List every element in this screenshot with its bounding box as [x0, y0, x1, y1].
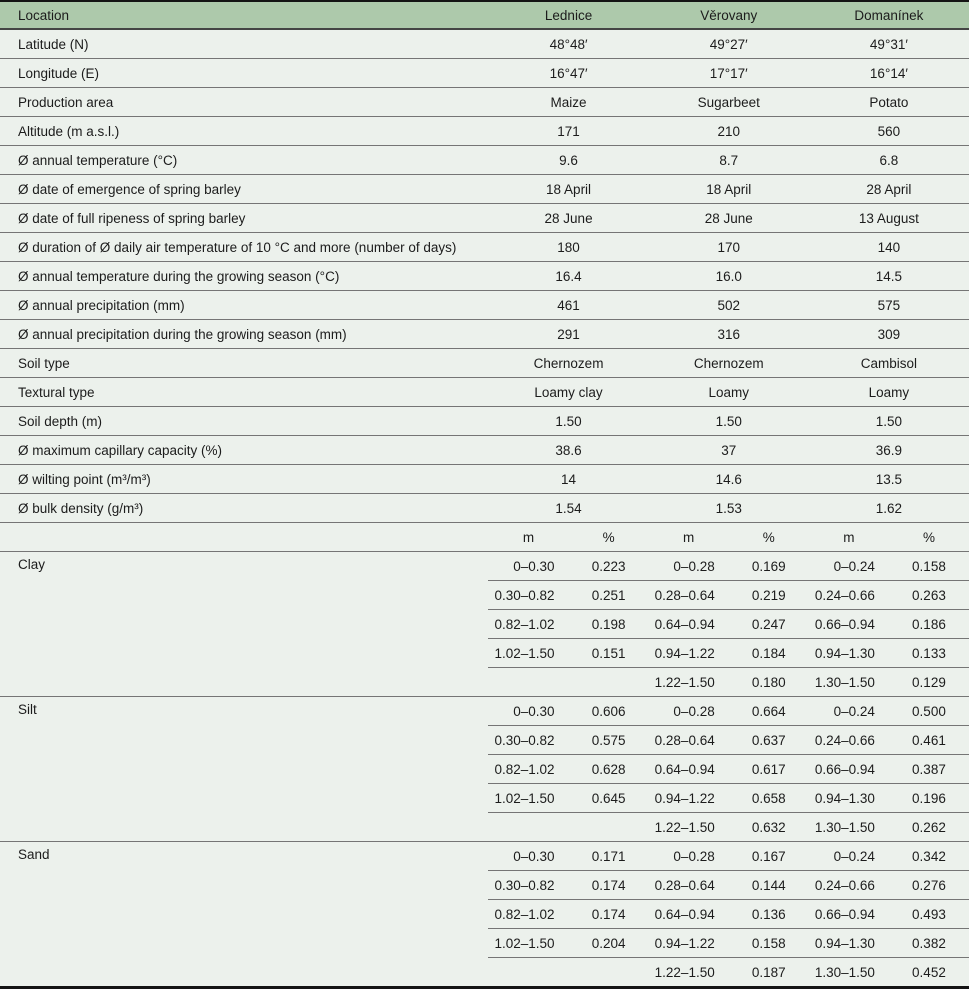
fraction-cell: 0.186	[889, 610, 969, 639]
value-cell: Sugarbeet	[649, 88, 809, 117]
fraction-cell: 0.493	[889, 900, 969, 929]
value-cell: 1.62	[809, 494, 969, 523]
value-cell: Loamy	[809, 378, 969, 407]
table-row	[0, 407, 969, 436]
depth-cell: 0.24–0.66	[809, 726, 889, 755]
value-cell: 170	[649, 233, 809, 262]
depth-cell: 0.30–0.82	[488, 581, 568, 610]
value-cell: 1.54	[488, 494, 648, 523]
value-cell: 1.50	[649, 407, 809, 436]
row-label: Soil depth (m)	[0, 407, 488, 436]
value-cell: 8.7	[649, 146, 809, 175]
depth-cell: 0.64–0.94	[649, 755, 729, 784]
fraction-cell: 0.382	[889, 929, 969, 958]
depth-cell: 0.28–0.64	[649, 871, 729, 900]
value-cell: 16.0	[649, 262, 809, 291]
value-cell: 28 April	[809, 175, 969, 204]
value-cell: 316	[649, 320, 809, 349]
fraction-cell: 0.180	[729, 668, 809, 697]
value-cell: Cambisol	[809, 349, 969, 378]
fraction-cell: 0.129	[889, 668, 969, 697]
table-row	[0, 233, 969, 262]
fraction-cell: 0.136	[729, 900, 809, 929]
depth-cell: 1.30–1.50	[809, 813, 889, 842]
table-row	[0, 349, 969, 378]
depth-cell	[488, 668, 568, 697]
value-cell: 560	[809, 117, 969, 146]
value-cell: 180	[488, 233, 648, 262]
depth-cell: 0–0.28	[649, 842, 729, 871]
fraction-cell: 0.606	[569, 697, 649, 726]
value-cell: 16°14′	[809, 59, 969, 88]
fraction-cell: 0.198	[569, 610, 649, 639]
unit-header: %	[569, 523, 649, 552]
table-row	[0, 494, 969, 523]
fraction-cell: 0.262	[889, 813, 969, 842]
value-cell: 461	[488, 291, 648, 320]
fraction-cell: 0.387	[889, 755, 969, 784]
table-row	[0, 697, 969, 726]
value-cell: 37	[649, 436, 809, 465]
column-header-location: Location	[0, 1, 488, 29]
value-cell: 9.6	[488, 146, 648, 175]
value-cell: 210	[649, 117, 809, 146]
table-row	[0, 436, 969, 465]
column-header-lednice: Lednice	[488, 1, 648, 29]
depth-cell: 0.94–1.30	[809, 784, 889, 813]
row-label: Ø annual temperature (°C)	[0, 146, 488, 175]
fraction-cell: 0.658	[729, 784, 809, 813]
column-header-domaninek: Domanínek	[809, 1, 969, 29]
depth-cell: 0.94–1.22	[649, 639, 729, 668]
fraction-cell: 0.247	[729, 610, 809, 639]
fraction-cell: 0.637	[729, 726, 809, 755]
depth-cell: 0–0.24	[809, 842, 889, 871]
fraction-cell: 0.628	[569, 755, 649, 784]
depth-cell: 0.24–0.66	[809, 871, 889, 900]
value-cell: 16°47′	[488, 59, 648, 88]
value-cell: 36.9	[809, 436, 969, 465]
depth-cell: 0–0.28	[649, 697, 729, 726]
row-label: Ø date of emergence of spring barley	[0, 175, 488, 204]
depth-cell: 0.82–1.02	[488, 755, 568, 784]
unit-subheader-row	[0, 523, 969, 552]
depth-cell: 1.02–1.50	[488, 784, 568, 813]
depth-cell	[488, 958, 568, 988]
row-label: Longitude (E)	[0, 59, 488, 88]
value-cell: 18 April	[488, 175, 648, 204]
table-row	[0, 842, 969, 871]
value-cell: 14.5	[809, 262, 969, 291]
fraction-cell: 0.174	[569, 871, 649, 900]
value-cell: Potato	[809, 88, 969, 117]
table-row	[0, 204, 969, 233]
value-cell: 502	[649, 291, 809, 320]
depth-cell: 0.64–0.94	[649, 900, 729, 929]
table-body	[0, 29, 969, 988]
table-row	[0, 29, 969, 59]
section-label: Silt	[0, 697, 488, 842]
value-cell: Chernozem	[649, 349, 809, 378]
fraction-cell: 0.461	[889, 726, 969, 755]
fraction-cell: 0.342	[889, 842, 969, 871]
value-cell: Maize	[488, 88, 648, 117]
row-label: Production area	[0, 88, 488, 117]
fraction-cell: 0.169	[729, 552, 809, 581]
value-cell: 6.8	[809, 146, 969, 175]
value-cell: 13.5	[809, 465, 969, 494]
fraction-cell: 0.617	[729, 755, 809, 784]
unit-header: %	[729, 523, 809, 552]
depth-cell: 0–0.28	[649, 552, 729, 581]
table-header-row	[0, 1, 969, 29]
value-cell: 49°31′	[809, 29, 969, 59]
depth-cell: 0–0.30	[488, 842, 568, 871]
value-cell: 1.50	[809, 407, 969, 436]
depth-cell	[488, 813, 568, 842]
row-label: Ø bulk density (g/m³)	[0, 494, 488, 523]
value-cell: 575	[809, 291, 969, 320]
unit-header: m	[809, 523, 889, 552]
value-cell: 14.6	[649, 465, 809, 494]
value-cell: 28 June	[488, 204, 648, 233]
depth-cell: 1.22–1.50	[649, 668, 729, 697]
row-label: Ø wilting point (m³/m³)	[0, 465, 488, 494]
fraction-cell: 0.158	[729, 929, 809, 958]
fraction-cell: 0.263	[889, 581, 969, 610]
fraction-cell	[569, 813, 649, 842]
unit-header: m	[488, 523, 568, 552]
unit-header: %	[889, 523, 969, 552]
fraction-cell	[569, 958, 649, 988]
depth-cell: 0–0.30	[488, 697, 568, 726]
depth-cell: 0.94–1.30	[809, 639, 889, 668]
row-label: Ø maximum capillary capacity (%)	[0, 436, 488, 465]
row-label: Ø annual temperature during the growing season (°C)	[0, 262, 488, 291]
fraction-cell: 0.171	[569, 842, 649, 871]
depth-cell: 1.30–1.50	[809, 958, 889, 988]
depth-cell: 1.22–1.50	[649, 958, 729, 988]
value-cell: Chernozem	[488, 349, 648, 378]
value-cell: 14	[488, 465, 648, 494]
value-cell: 140	[809, 233, 969, 262]
empty-cell	[0, 523, 488, 552]
table-row	[0, 552, 969, 581]
fraction-cell: 0.144	[729, 871, 809, 900]
table-row	[0, 262, 969, 291]
fraction-cell: 0.167	[729, 842, 809, 871]
fraction-cell: 0.219	[729, 581, 809, 610]
depth-cell: 1.30–1.50	[809, 668, 889, 697]
table-row	[0, 88, 969, 117]
table-row	[0, 146, 969, 175]
depth-cell: 0.24–0.66	[809, 581, 889, 610]
fraction-cell: 0.452	[889, 958, 969, 988]
depth-cell: 0.82–1.02	[488, 900, 568, 929]
value-cell: 38.6	[488, 436, 648, 465]
fraction-cell: 0.575	[569, 726, 649, 755]
value-cell: 13 August	[809, 204, 969, 233]
value-cell: 309	[809, 320, 969, 349]
table-row	[0, 320, 969, 349]
depth-cell: 0–0.24	[809, 552, 889, 581]
fraction-cell: 0.632	[729, 813, 809, 842]
row-label: Ø annual precipitation (mm)	[0, 291, 488, 320]
table-row	[0, 291, 969, 320]
depth-cell: 0.28–0.64	[649, 726, 729, 755]
value-cell: 28 June	[649, 204, 809, 233]
row-label: Altitude (m a.s.l.)	[0, 117, 488, 146]
fraction-cell: 0.196	[889, 784, 969, 813]
value-cell: Loamy clay	[488, 378, 648, 407]
value-cell: 291	[488, 320, 648, 349]
row-label: Ø date of full ripeness of spring barley	[0, 204, 488, 233]
depth-cell: 0.64–0.94	[649, 610, 729, 639]
fraction-cell	[569, 668, 649, 697]
fraction-cell: 0.174	[569, 900, 649, 929]
depth-cell: 0.66–0.94	[809, 900, 889, 929]
depth-cell: 0.30–0.82	[488, 726, 568, 755]
fraction-cell: 0.276	[889, 871, 969, 900]
table-row	[0, 378, 969, 407]
depth-cell: 0.94–1.22	[649, 929, 729, 958]
row-label: Textural type	[0, 378, 488, 407]
fraction-cell: 0.251	[569, 581, 649, 610]
fraction-cell: 0.204	[569, 929, 649, 958]
table-row	[0, 59, 969, 88]
value-cell: 17°17′	[649, 59, 809, 88]
fraction-cell: 0.187	[729, 958, 809, 988]
section-label: Sand	[0, 842, 488, 988]
section-label: Clay	[0, 552, 488, 697]
fraction-cell: 0.184	[729, 639, 809, 668]
row-label: Latitude (N)	[0, 29, 488, 59]
depth-cell: 0.28–0.64	[649, 581, 729, 610]
row-label: Ø annual precipitation during the growing season (mm)	[0, 320, 488, 349]
depth-cell: 0.66–0.94	[809, 755, 889, 784]
depth-cell: 1.02–1.50	[488, 929, 568, 958]
unit-header: m	[649, 523, 729, 552]
depth-cell: 0.30–0.82	[488, 871, 568, 900]
column-header-verovany: Věrovany	[649, 1, 809, 29]
depth-cell: 0.94–1.30	[809, 929, 889, 958]
value-cell: 18 April	[649, 175, 809, 204]
value-cell: 171	[488, 117, 648, 146]
fraction-cell: 0.500	[889, 697, 969, 726]
fraction-cell: 0.133	[889, 639, 969, 668]
depth-cell: 1.22–1.50	[649, 813, 729, 842]
table-row	[0, 117, 969, 146]
fraction-cell: 0.223	[569, 552, 649, 581]
fraction-cell: 0.158	[889, 552, 969, 581]
value-cell: 1.53	[649, 494, 809, 523]
value-cell: 48°48′	[488, 29, 648, 59]
depth-cell: 0.66–0.94	[809, 610, 889, 639]
depth-cell: 0–0.24	[809, 697, 889, 726]
value-cell: Loamy	[649, 378, 809, 407]
depth-cell: 0–0.30	[488, 552, 568, 581]
depth-cell: 0.94–1.22	[649, 784, 729, 813]
table-row	[0, 175, 969, 204]
fraction-cell: 0.645	[569, 784, 649, 813]
fraction-cell: 0.151	[569, 639, 649, 668]
value-cell: 49°27′	[649, 29, 809, 59]
fraction-cell: 0.664	[729, 697, 809, 726]
depth-cell: 1.02–1.50	[488, 639, 568, 668]
row-label: Ø duration of Ø daily air temperature of 10 °C and more (number of days)	[0, 233, 488, 262]
table-row	[0, 465, 969, 494]
value-cell: 1.50	[488, 407, 648, 436]
depth-cell: 0.82–1.02	[488, 610, 568, 639]
row-label: Soil type	[0, 349, 488, 378]
value-cell: 16.4	[488, 262, 648, 291]
